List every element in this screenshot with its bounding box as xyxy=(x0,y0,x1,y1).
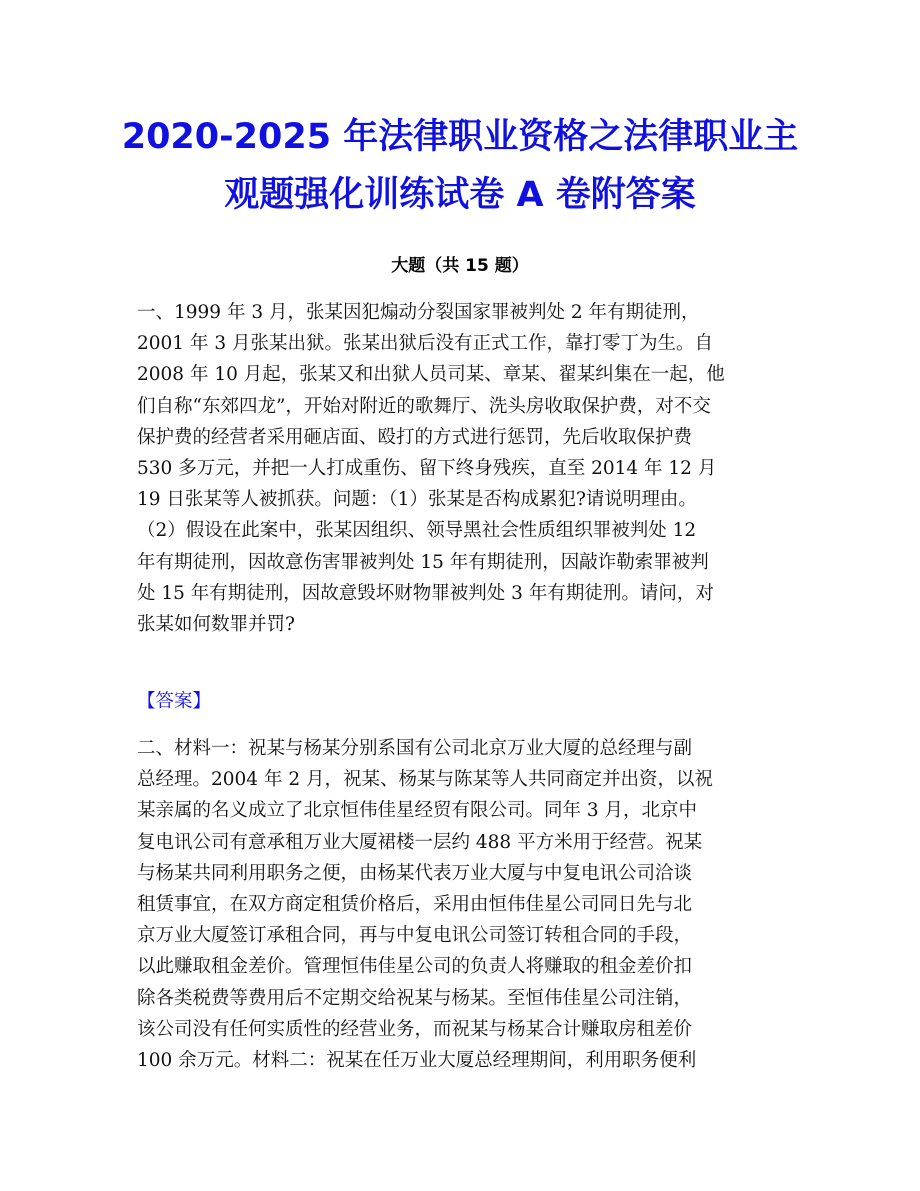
question-2-line: 复电讯公司有意承租万业大厦裙楼一层约 488 平方米用于经营。祝某 xyxy=(137,831,703,853)
question-1-line: 2008 年 10 月起，张某又和出狱人员司某、章某、翟某纠集在一起，他 xyxy=(137,364,725,386)
question-2-line: 某亲属的名义成立了北京恒伟佳星经贸有限公司。同年 3 月，北京中 xyxy=(137,800,698,822)
question-1-line: 们自称“东郊四龙”，开始对附近的歌舞厅、洗头房收取保护费，对不交 xyxy=(137,395,711,417)
question-1-line: 处 15 年有期徒刑，因故意毁坏财物罪被判处 3 年有期徒刑。请问，对 xyxy=(137,582,714,604)
section-heading: 大题（共 15 题） xyxy=(391,256,529,276)
question-2-line: 该公司没有任何实质性的经营业务，而祝某与杨某合计赚取房租差价 xyxy=(137,1018,693,1040)
question-1-line: 张某如何数罪并罚? xyxy=(137,614,295,636)
question-1-line: 年有期徒刑，因故意伤害罪被判处 15 年有期徒刑，因敲诈勒索罪被判 xyxy=(137,551,709,573)
answer-label: 【答案】 xyxy=(137,691,212,712)
question-1-line: 保护费的经营者采用砸店面、殴打的方式进行惩罚，先后收取保护费 xyxy=(137,426,693,448)
title-line-1: 2020-2025 年法律职业资格之法律职业主 xyxy=(121,117,799,157)
question-1-line: 2001 年 3 月张某出狱。张某出狱后没有正式工作，靠打零丁为生。自 xyxy=(137,333,713,355)
question-2-line: 100 余万元。材料二：祝某在任万业大厦总经理期间，利用职务便利 xyxy=(137,1050,697,1072)
question-2-line: 租赁事宜，在双方商定租赁价格后，采用由恒伟佳星公司同日先与北 xyxy=(137,894,693,916)
question-2-line: 以此赚取租金差价。管理恒伟佳星公司的负责人将赚取的租金差价扣 xyxy=(137,956,693,978)
question-1-line: 19 日张某等人被抓获。问题：（1）张某是否构成累犯?请说明理由。 xyxy=(137,489,697,511)
question-2-line: 与杨某共同利用职务之便，由杨某代表万业大厦与中复电讯公司洽谈 xyxy=(137,862,693,884)
question-2-line: 总经理。2004 年 2 月，祝某、杨某与陈某等人共同商定并出资，以祝 xyxy=(137,769,713,791)
question-1-line: 一、1999 年 3 月，张某因犯煽动分裂国家罪被判处 2 年有期徒刑， xyxy=(137,302,700,323)
question-1-line: （2）假设在此案中，张某因组织、领导黑社会性质组织罪被判处 12 xyxy=(137,520,697,542)
question-2-line: 除各类税费等费用后不定期交给祝某与杨某。至恒伟佳星公司注销， xyxy=(137,987,693,1009)
document-title xyxy=(120,108,800,224)
question-2 xyxy=(137,733,787,1076)
question-2-line: 二、材料一：祝某与杨某分别系国有公司北京万业大厦的总经理与副 xyxy=(137,738,693,759)
title-line-2: 观题强化训练试卷 A 卷附答案 xyxy=(224,175,696,215)
question-1-line: 530 多万元，并把一人打成重伤、留下终身残疾，直至 2014 年 12 月 xyxy=(137,458,717,480)
question-1 xyxy=(137,297,787,640)
question-2-line: 京万业大厦签订承租合同，再与中复电讯公司签订转租合同的手段， xyxy=(137,925,693,947)
